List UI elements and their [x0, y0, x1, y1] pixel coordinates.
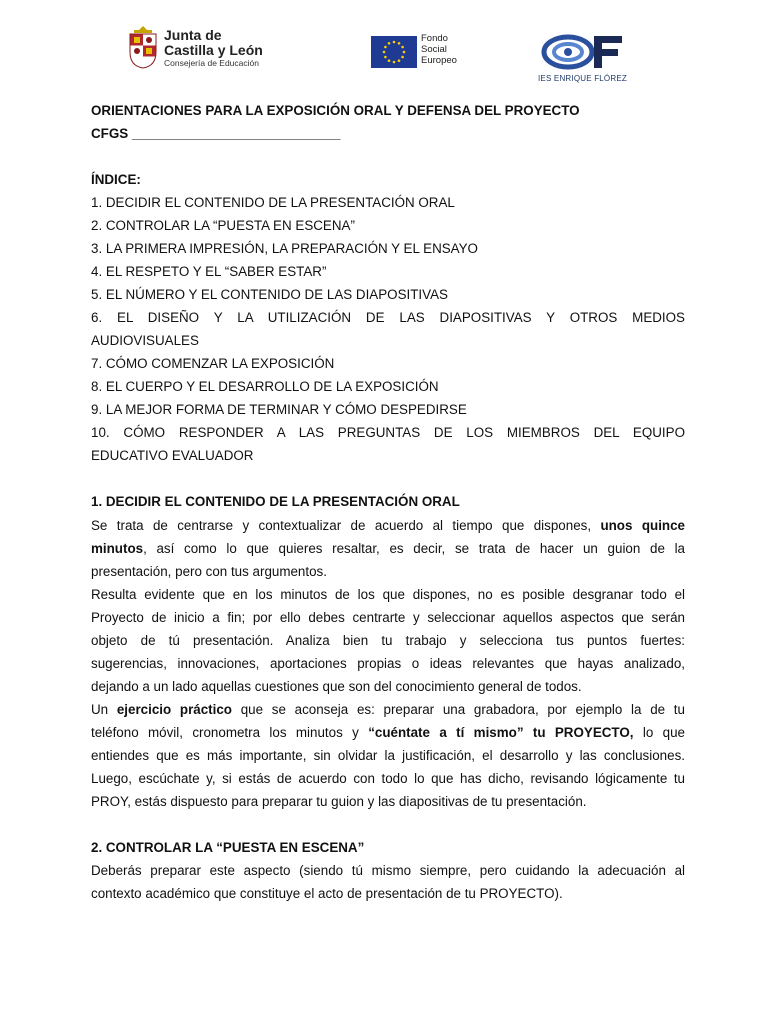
index-item-continuation: AUDIOVISUALES [91, 333, 199, 348]
bold-run: “cuéntate a tí mismo” tu PROYECTO, [368, 725, 634, 740]
ies-emblem-icon [540, 32, 626, 72]
text-run: que se aconseja es: preparar una grabadora, por ejemplo la de tu [240, 702, 685, 717]
index-item-continuation: EDUCATIVO EVALUADOR [91, 448, 254, 463]
index-item: 4. EL RESPETO Y EL “SABER ESTAR” [91, 264, 327, 279]
index-item: 8. EL CUERPO Y EL DESARROLLO DE LA EXPOSICIÓN [91, 379, 439, 394]
jcyl-line1: Junta de [164, 27, 222, 43]
index-item: 9. LA MEJOR FORMA DE TERMINAR Y CÓMO DESPEDIRSE [91, 402, 467, 417]
text-run: , así como lo que quieres resaltar, es decir, se trata de hacer un guion de la [143, 541, 685, 556]
s1-p1-line [91, 517, 685, 535]
cfgs-line: CFGS ____________________________ [91, 126, 341, 141]
s1-p3-line: PROY, estás dispuesto para preparar tu guion y las diapositivas de tu presentación. [91, 794, 587, 809]
bold-run: ejercicio práctico [116, 702, 232, 717]
index-item: 3. LA PRIMERA IMPRESIÓN, LA PREPARACIÓN Y EL ENSAYO [91, 241, 478, 256]
eu-flag-icon [371, 36, 417, 68]
text-run: lo que [642, 725, 685, 740]
s1-p3-line [91, 701, 685, 719]
bold-run: minutos [91, 541, 144, 556]
s2-p1-line: contexto académico que constituye el acto de presentación de tu PROYECTO). [91, 886, 563, 901]
s1-p3-line [91, 724, 685, 742]
index-item: 1. DECIDIR EL CONTENIDO DE LA PRESENTACIÓN ORAL [91, 195, 455, 210]
s1-p1-line [91, 540, 685, 558]
s1-p2-line: Resulta evidente que en los minutos de los que dispones, no es posible desgranar todo el [91, 587, 685, 602]
jcyl-line3: Consejería de Educación [164, 58, 259, 69]
text-run: Un [91, 702, 109, 717]
s2-p1-line: Deberás preparar este aspecto (siendo tú mismo siempre, pero cuidando la adecuación al [91, 863, 685, 878]
index-heading: ÍNDICE: [91, 172, 141, 187]
s1-p2-line: objeto de tú presentación. Analiza bien tu trabajo y selecciona tus puntos fuertes: [91, 633, 685, 648]
document-title: ORIENTACIONES PARA LA EXPOSICIÓN ORAL Y DEFENSA DEL PROYECTO [91, 103, 580, 118]
index-item: 7. CÓMO COMENZAR LA EXPOSICIÓN [91, 356, 335, 371]
text-run: teléfono móvil, cronometra los minutos y [91, 725, 359, 740]
s1-p2-line: sugerencias, innovaciones, aportaciones propias o ideas relevantes que hayas analizado, [91, 656, 685, 671]
fse-line2: Social [421, 43, 447, 55]
s1-p1-line: presentación, pero con tus argumentos. [91, 564, 327, 579]
ies-name: IES ENRIQUE FLÓREZ [538, 74, 627, 83]
index-item: 2. CONTROLAR LA “PUESTA EN ESCENA” [91, 218, 355, 233]
s1-p2-line: dejando a un lado aquellas cuestiones que son del conocimiento general de todos. [91, 679, 582, 694]
index-item: 10. CÓMO RESPONDER A LAS PREGUNTAS DE LOS MIEMBROS DEL EQUIPO [91, 425, 685, 440]
s1-p3-line: entiendes que es más importante, sin olvidar la justificación, el desarrollo y las conclusiones. [91, 748, 685, 763]
section-2-heading: 2. CONTROLAR LA “PUESTA EN ESCENA” [91, 840, 365, 855]
jcyl-shield-icon [128, 24, 158, 70]
jcyl-line2: Castilla y León [164, 41, 263, 58]
s1-p2-line: Proyecto de inicio a fin; por ello debes centrarte y seleccionar aquellos aspectos que serán [91, 610, 685, 625]
logo-header [110, 12, 662, 100]
s1-p3-line: Luego, escúchate y, si estás de acuerdo con todo lo que has dicho, revisando lógicamente tu [91, 771, 685, 786]
fse-line1: Fondo [421, 33, 448, 44]
bold-run: unos quince [600, 518, 685, 533]
text-run: Se trata de centrarse y contextualizar de acuerdo al tiempo que dispones, [91, 518, 592, 533]
index-item: 5. EL NÚMERO Y EL CONTENIDO DE LAS DIAPOSITIVAS [91, 287, 448, 302]
index-item: 6. EL DISEÑO Y LA UTILIZACIÓN DE LAS DIAPOSITIVAS Y OTROS MEDIOS [91, 310, 685, 325]
fse-line3: Europeo [421, 54, 457, 66]
section-1-heading: 1. DECIDIR EL CONTENIDO DE LA PRESENTACIÓN ORAL [91, 494, 460, 509]
